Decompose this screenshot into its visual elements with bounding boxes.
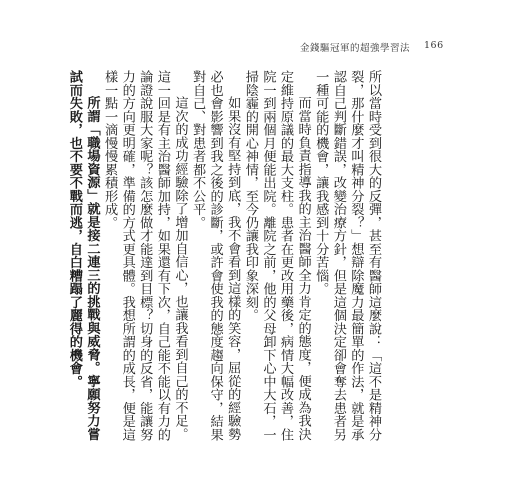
page-number: 166 xyxy=(424,40,444,51)
paragraph-2: 而當時負責指導我的主治醫師全力肯定的態度，便成為我決定維持原議的最大支柱。患者在更改用藥後，病情大幅改善，住院一到兩個月便能出院。離院之前，他的父母卸下心中大石，一掃陰霾的開心神情，至今仍讓我印象深刻。 xyxy=(242,70,311,441)
body-text xyxy=(65,70,382,450)
running-header xyxy=(300,40,444,54)
paragraph-4: 這次的成功經驗除了增加自信心，也讓我看到自己的不足。這一回是有主治醫師加持，如果還有下次，自己能不能以有力的論證說服大家呢？該怎麼做才能達到目標？切身的反省，能讓努力的方向更明確，準備的方式更具體。我想所謂的成長，便是這樣一點一滴慢慢累積形成。 xyxy=(102,70,188,441)
paragraph-5-emphasis: 所謂「職場資源」就是接二連三的挑戰與威脅。寧願努力嘗試而失敗，也不要不戰而逃，自白糟蹋了麗得的機會。 xyxy=(66,70,100,441)
book-title: 金錢驅冠軍的超強學習法 xyxy=(300,43,411,54)
paragraph-1: 所以當時受到很大的反彈，甚至有醫師這麼說：「這不是精神分裂，那什麼才叫精神分裂？」想辯除魔力最簡單的作法，就是承認自己判斷錯誤，改變治療方針，但是這個決定卻會奪去患者另一種可能的機會，讓我感到十分苦惱。 xyxy=(313,70,381,441)
paragraph-3: 如果沒有堅持到底，我不會看到這樣的笑容，屈從的經驗勢必也會影響到我之後的診斷，或許會使我的態度趨向保守，結果對自己、對患者都不公平。 xyxy=(190,70,241,441)
